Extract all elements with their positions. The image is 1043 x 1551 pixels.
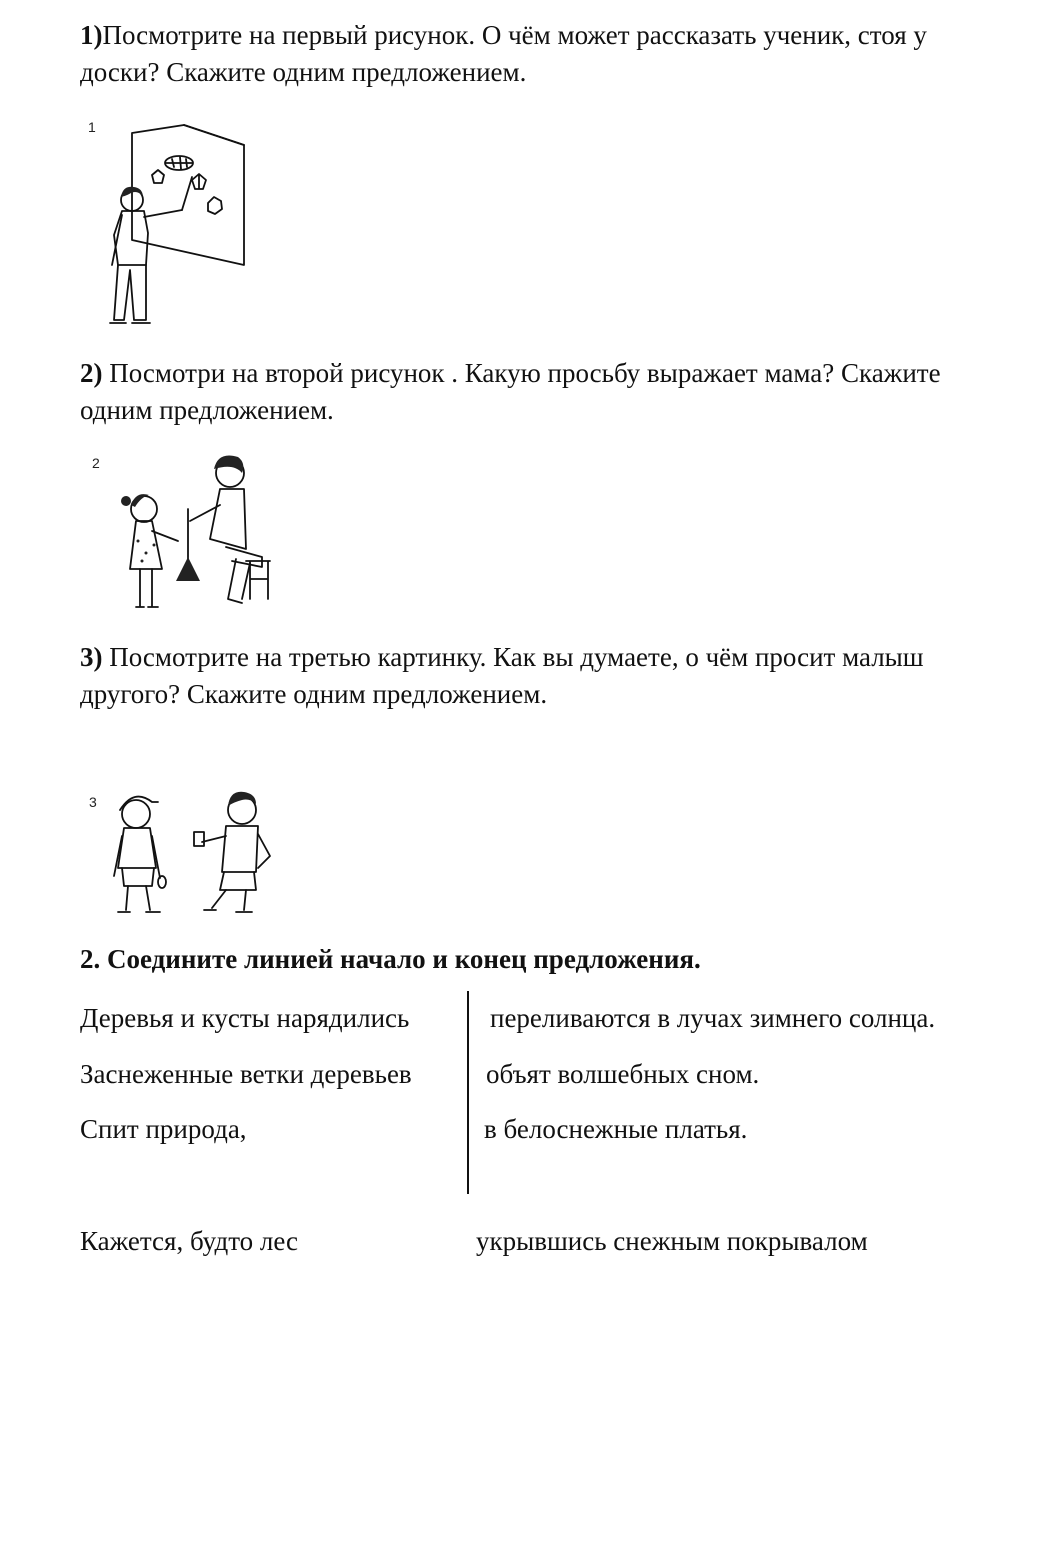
right-phrase-1: переливаются в лучах зимнего солнца.: [490, 1003, 936, 1033]
figure-1-label: 1: [88, 119, 96, 135]
right-phrase-4: укрывшись снежным покрывалом: [476, 1226, 868, 1256]
right-phrase-3: в белоснежные платья.: [484, 1114, 748, 1144]
question-3-text: Посмотрите на третью картинку. Как вы думаете, о чём просит малыш другого? Скажите одним предложением.: [80, 642, 924, 709]
question-1-text: Посмотрите на первый рисунок. О чём может рассказать ученик, стоя у доски? Скажите одним предложением.: [80, 20, 927, 87]
figure-3-two-boys: [84, 786, 276, 924]
column-divider: [467, 991, 469, 1194]
question-1: [80, 17, 990, 91]
left-phrase-1: Деревья и кусты нарядились: [80, 1003, 410, 1033]
left-phrase-4: Кажется, будто лес: [80, 1226, 299, 1256]
task-2-heading: 2. Соедините линией начало и конец предложения.: [80, 944, 701, 974]
question-3-number: 3): [80, 642, 103, 672]
right-phrase-2: объят волшебных сном.: [486, 1059, 760, 1089]
question-3: [80, 639, 990, 713]
figure-2-mother-and-girl: [86, 449, 276, 617]
figure-3-label: 3: [89, 794, 97, 810]
question-1-number: 1): [80, 20, 103, 50]
left-phrase-2: Заснеженные ветки деревьев: [80, 1059, 412, 1089]
left-phrase-3: Спит природа,: [80, 1114, 247, 1144]
question-2: [80, 355, 990, 429]
figure-2-label: 2: [92, 455, 100, 471]
question-2-text: Посмотри на второй рисунок . Какую просьбу выражает мама? Скажите одним предложением.: [80, 358, 941, 425]
question-2-number: 2): [80, 358, 103, 388]
figure-1-student-at-board: [84, 115, 259, 337]
